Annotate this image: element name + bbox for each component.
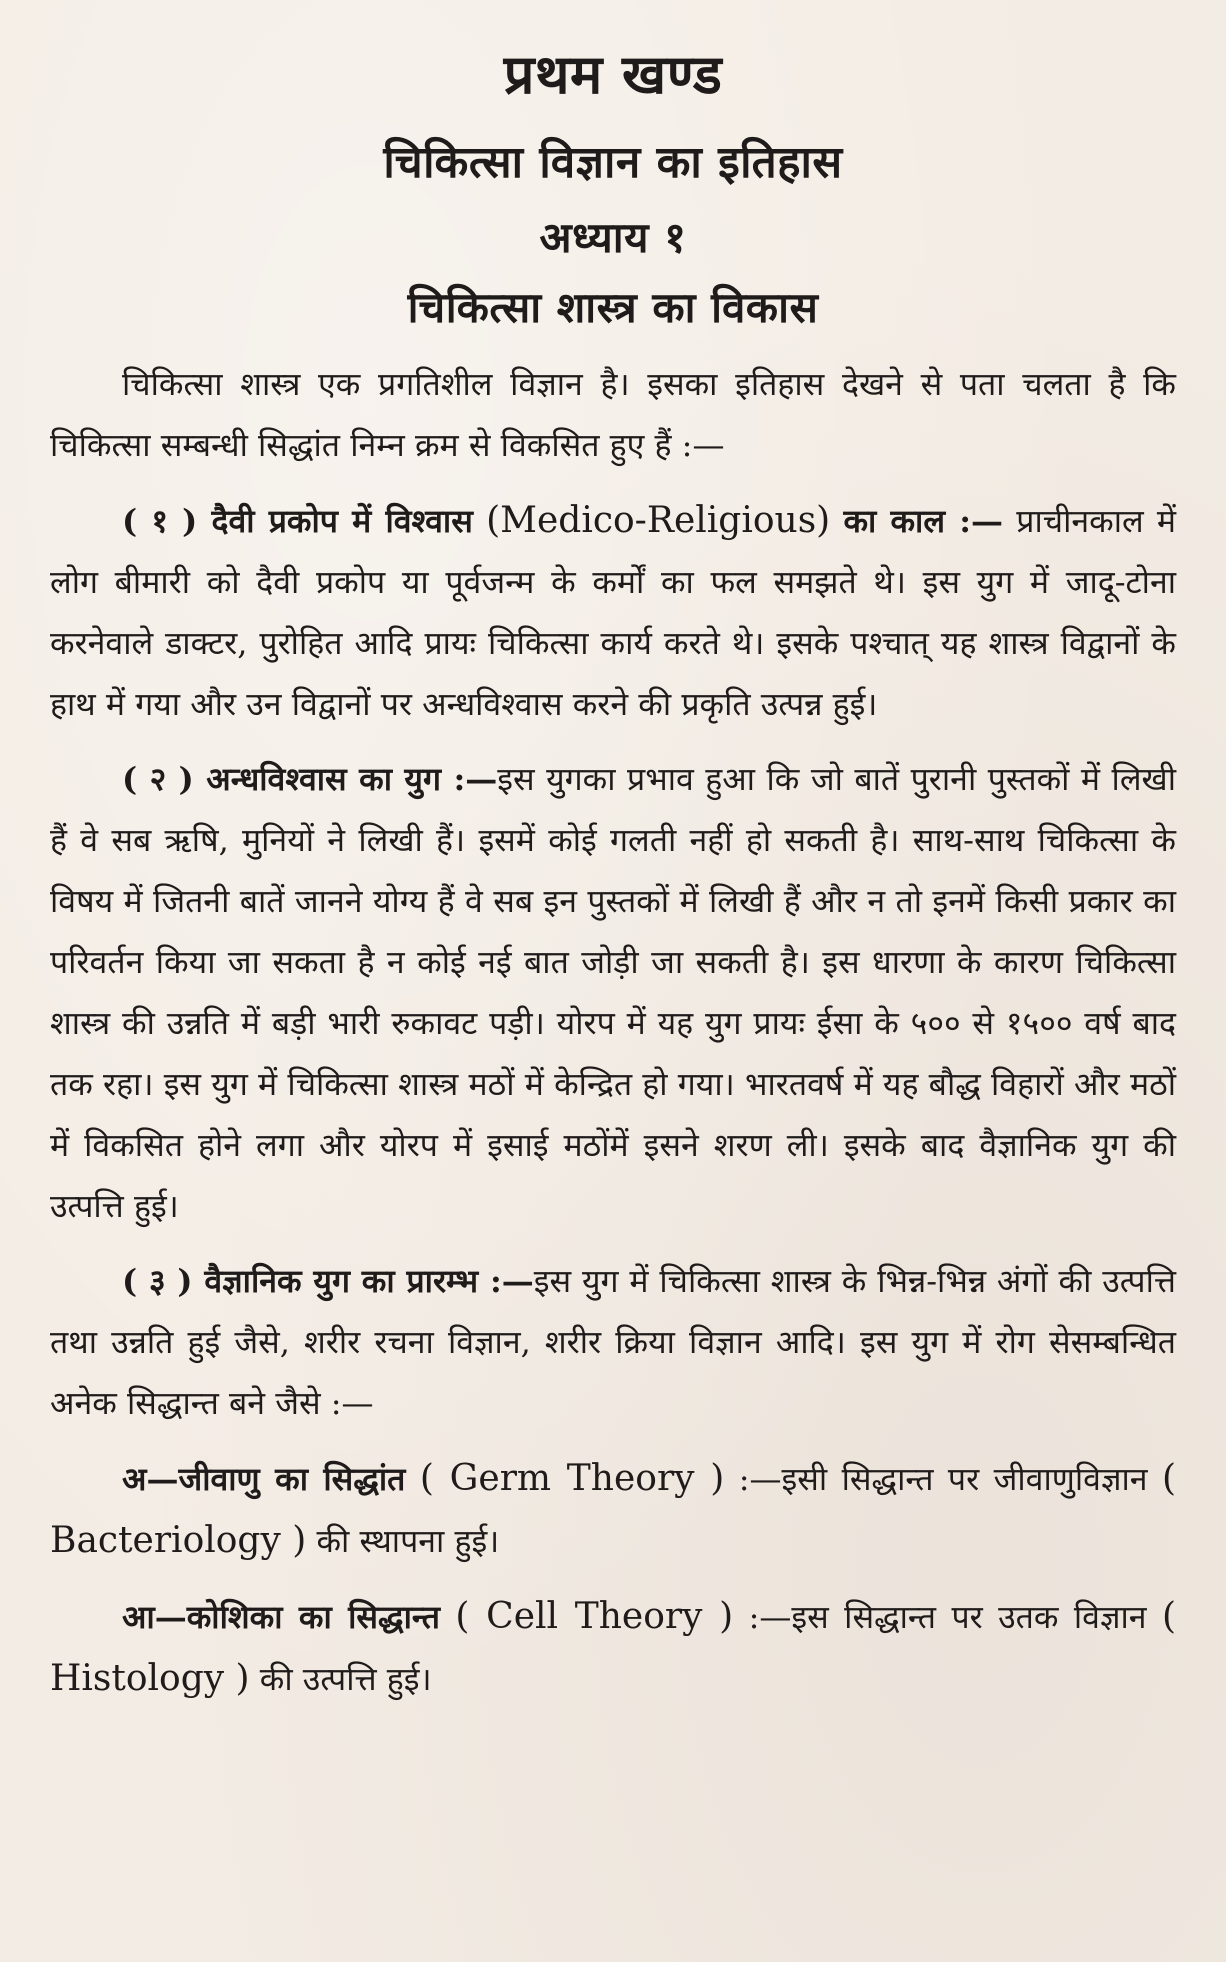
bacteriology-latin-term: ( Bacteriology ) bbox=[50, 1458, 1177, 1561]
intro-text: चिकित्सा शास्त्र एक प्रगतिशील विज्ञान है। इसका इतिहास देखने से पता चलता है कि चिकित्सा सम्बन्धी सिद्धांत निम्न क्रम से विकसित हुए हैं :— bbox=[50, 365, 1176, 464]
part-heading: प्रथम खण्ड bbox=[503, 42, 723, 106]
germ-theory-body-end: की स्थापना हुई। bbox=[316, 1522, 500, 1560]
era-1-body: प्राचीनकाल में लोग बीमारी को दैवी प्रकोप या पूर्वजन्म के कर्मों का फल समझते थे। इस युग में जादू-टोना करनेवाले डाक्टर, पुरोहित आदि प्रायः चिकित्सा कार्य करते थे। इसके पश्चात् यह शास्त्र विद्वानों के हाथ में गया और उन विद्वानों पर अन्धविश्वास करने की प्रकृति उत्पन्न हुई। bbox=[50, 502, 1177, 723]
era-1-heading: ( १ ) दैवी प्रकोप में विश्वास bbox=[122, 502, 473, 540]
cell-theory-heading: आ—कोशिका का सिद्धान्त bbox=[122, 1598, 440, 1636]
section-title: चिकित्सा शास्त्र का विकास bbox=[407, 283, 819, 332]
book-title: चिकित्सा विज्ञान का इतिहास bbox=[383, 137, 843, 188]
cell-theory-latin-term: ( Cell Theory ) bbox=[455, 1596, 734, 1637]
cell-theory-paragraph bbox=[50, 1586, 1176, 1710]
era-1-paragraph bbox=[50, 490, 1176, 735]
era-3-heading: ( ३ ) वैज्ञानिक युग का प्रारम्भ :— bbox=[122, 1262, 534, 1300]
era-1-latin-term: (Medico-Religious) bbox=[486, 500, 831, 541]
germ-theory-latin-term: ( Germ Theory ) bbox=[419, 1458, 725, 1499]
germ-theory-heading: अ—जीवाणु का सिद्धांत bbox=[122, 1460, 406, 1498]
era-2-heading: ( २ ) अन्धविश्वास का युग :— bbox=[122, 760, 498, 798]
chapter-heading: अध्याय १ bbox=[539, 213, 687, 262]
germ-theory-body: :—इसी सिद्धान्त पर जीवाणुविज्ञान bbox=[738, 1460, 1148, 1498]
histology-latin-term: ( Histology ) bbox=[50, 1596, 1177, 1699]
intro-paragraph bbox=[50, 354, 1176, 476]
cell-theory-body: :—इस सिद्धान्त पर उतक विज्ञान bbox=[748, 1598, 1147, 1636]
era-1-heading-suffix: का काल :— bbox=[843, 502, 1004, 540]
era-2-paragraph bbox=[50, 749, 1176, 1237]
era-3-body: इस युग में चिकित्सा शास्त्र के भिन्न-भिन्न अंगों की उत्पत्ति तथा उन्नति हुई जैसे, शरीर रचना विज्ञान, शरीर क्रिया विज्ञान आदि। इस युग में रोग सेसम्बन्धित अनेक सिद्धान्त बने जैसे :— bbox=[50, 1262, 1176, 1422]
germ-theory-paragraph bbox=[50, 1448, 1176, 1572]
era-3-paragraph bbox=[50, 1251, 1176, 1434]
era-2-body: इस युगका प्रभाव हुआ कि जो बातें पुरानी पुस्तकों में लिखी हैं वे सब ऋषि, मुनियों ने लिखी हैं। इसमें कोई गलती नहीं हो सकती है। साथ-साथ चिकित्सा के विषय में जितनी बातें जानने योग्य हैं वे सब इन पुस्तकों में लिखी हैं और न तो इनमें किसी प्रकार का परिवर्तन किया जा सकता है न कोई नई बात जोड़ी जा सकती है। इस धारणा के कारण चिकित्सा शास्त्र की उन्नति में बड़ी भारी रुकावट पड़ी। योरप में यह युग प्रायः ईसा के ५०० से १५०० वर्ष बाद तक रहा। इस युग में चिकित्सा शास्त्र मठों में केन्द्रित हो गया। भारतवर्ष में यह बौद्ध विहारों और मठों में विकसित होने लगा और योरप में इसाई मठोंमें इसने शरण ली। इसके बाद वैज्ञानिक युग की उत्पत्ति हुई। bbox=[50, 760, 1176, 1225]
cell-theory-body-end: की उत्पत्ति हुई। bbox=[259, 1660, 432, 1698]
